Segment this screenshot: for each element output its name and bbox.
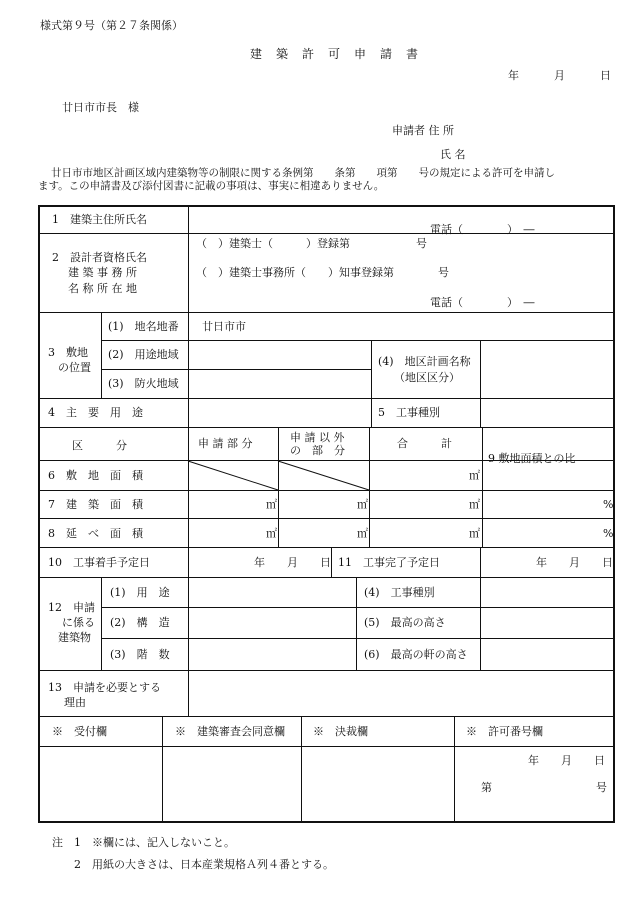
header-total: 合 計: [397, 437, 452, 450]
owner-tel: 電話（ ） ―: [430, 223, 535, 236]
end-date-label: 11 工事完了予定日: [338, 556, 440, 569]
designer-tel: 電話（ ） ―: [430, 296, 535, 309]
site-area-total-unit: ㎡: [469, 469, 480, 482]
site-area-label: 6 敷 地 面 積: [48, 469, 143, 482]
building-max-eave-label: (6) 最高の軒の高さ: [364, 648, 468, 661]
building-area-unit-other: ㎡: [357, 498, 368, 511]
receipt-box-label: ※ 受付欄: [52, 725, 107, 738]
main-use-label: 4 主 要 用 途: [48, 406, 143, 419]
start-date-label: 10 工事着手予定日: [48, 556, 150, 569]
reason-label-2: 理由: [64, 696, 86, 709]
building-label-3: 建築物: [58, 631, 91, 644]
owner-label: 1 建築主住所氏名: [52, 213, 147, 226]
district-plan-label-1: (4) 地区計画名称: [378, 355, 471, 368]
header-other-2: の 部 分: [290, 444, 345, 457]
permit-dai: 第: [481, 781, 492, 794]
permit-go: 号: [596, 781, 607, 794]
site-lot-value: 廿日市市: [202, 320, 246, 333]
decision-box-label: ※ 決裁欄: [313, 725, 368, 738]
statement-line2: ます。この申請書及び添付図書に記載の事項は、事実に相違ありません。: [38, 180, 385, 192]
floor-area-unit-total: ㎡: [469, 527, 480, 540]
header-ratio: 9 敷地面積との比: [488, 452, 576, 465]
building-floors-label: (3) 階 数: [110, 648, 170, 661]
floor-area-unit-other: ㎡: [357, 527, 368, 540]
site-label-1: 3 敷地: [48, 346, 88, 359]
permit-box-label: ※ 許可番号欄: [466, 725, 543, 738]
designer-label-1: 2 設計者資格氏名: [52, 251, 147, 264]
floor-area-unit-ratio: %: [603, 527, 614, 540]
site-label-2: の位置: [58, 361, 91, 374]
building-area-unit-applied: ㎡: [266, 498, 277, 511]
date-year: 年: [508, 69, 519, 82]
applicant-name-label: 氏 名: [440, 148, 466, 161]
addressee: 廿日市市長 様: [62, 101, 139, 114]
header-kubun: 区 分: [72, 439, 127, 452]
designer-license-line: （ ）建築士（ ）登録第 号: [196, 237, 427, 250]
end-date-value: 年 月 日: [536, 556, 613, 569]
council-box-label: ※ 建築審査会同意欄: [175, 725, 285, 738]
building-structure-label: (2) 構 造: [110, 616, 170, 629]
building-area-label: 7 建 築 面 積: [48, 498, 143, 511]
form-title: 建築許可申請書: [250, 47, 433, 61]
note-2: 2 用紙の大きさは、日本産業規格Ａ列４番とする。: [74, 858, 334, 871]
building-label-2: に係る: [62, 616, 95, 629]
building-use-label: (1) 用 途: [110, 586, 170, 599]
statement-line1: 廿日市市地区計画区域内建築物等の制限に関する条例第 条第 項第 号の規定による許可を申請し: [51, 167, 555, 179]
permit-date: 年 月 日: [528, 754, 605, 767]
building-area-unit-ratio: %: [603, 498, 614, 511]
district-plan-label-2: （地区区分）: [394, 371, 460, 384]
start-date-value: 年 月 日: [254, 556, 331, 569]
building-work-type-label: (4) 工事種別: [364, 586, 435, 599]
header-applied: 申 請 部 分: [198, 437, 253, 450]
designer-label-3: 名 称 所 在 地: [68, 282, 137, 295]
site-fire-label: (3) 防火地域: [108, 377, 179, 390]
designer-label-2: 建 築 事 務 所: [68, 266, 137, 279]
work-type-label: 5 工事種別: [378, 406, 440, 419]
designer-office-line: （ ）建築士事務所（ ）知事登録第 号: [196, 266, 449, 279]
floor-area-label: 8 延 べ 面 積: [48, 527, 143, 540]
notes-label: 注: [52, 836, 63, 849]
note-1: 1 ※欄には、記入しないこと。: [74, 836, 235, 849]
site-lot-label: (1) 地名地番: [108, 320, 179, 333]
form-number: 様式第９号（第２７条関係）: [40, 19, 183, 32]
date-day: 日: [600, 69, 611, 82]
building-area-unit-total: ㎡: [469, 498, 480, 511]
site-zoning-label: (2) 用途地域: [108, 348, 179, 361]
reason-label-1: 13 申請を必要とする: [48, 681, 161, 694]
building-max-height-label: (5) 最高の高さ: [364, 616, 446, 629]
building-label-1: 12 申請: [48, 601, 95, 614]
floor-area-unit-applied: ㎡: [266, 527, 277, 540]
date-month: 月: [554, 69, 565, 82]
applicant-address-label: 申請者 住 所: [392, 124, 454, 137]
header-other-1: 申 請 以 外: [290, 431, 345, 444]
